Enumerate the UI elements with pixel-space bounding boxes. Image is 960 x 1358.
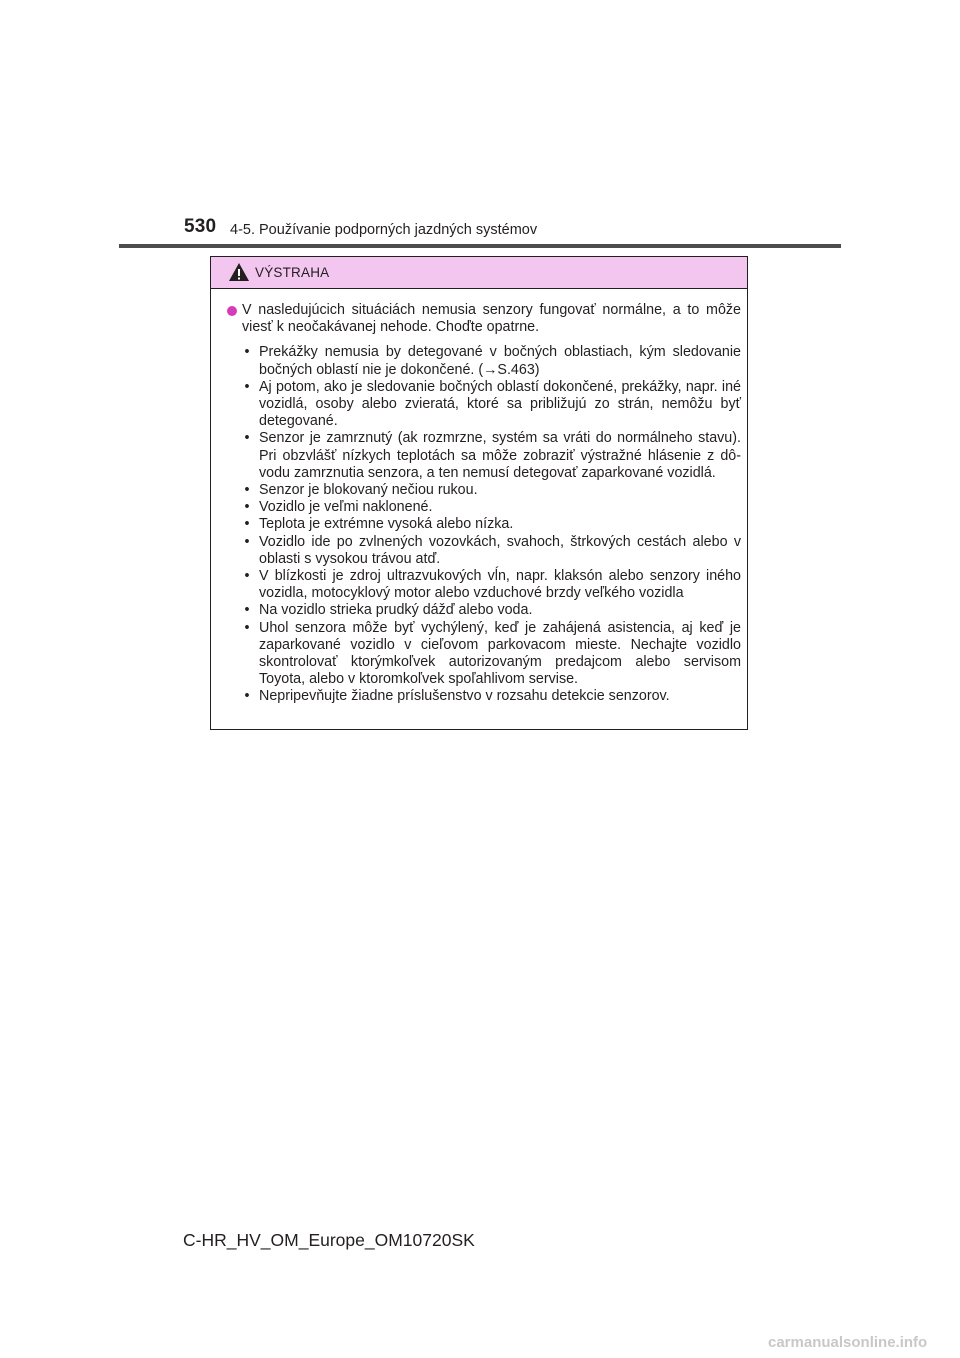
document-code: C-HR_HV_OM_Europe_OM10720SK [183, 1230, 475, 1250]
warning-lead [227, 302, 741, 336]
warning-title: VÝSTRAHA [255, 265, 330, 280]
list-bullet-icon: • [244, 430, 250, 447]
warning-list-item [227, 602, 741, 619]
list-bullet-icon: • [244, 516, 250, 533]
list-bullet-icon: • [244, 344, 250, 361]
warning-list-item-text: V blízkosti je zdroj ultrazvukových vĺn, napr. klaksón alebo senzory iného vozidla, motocyklový motor alebo vzduchové brzdy veľkého vozidla [259, 568, 741, 602]
warning-list-item [227, 534, 741, 568]
warning-list-item-text: Senzor je zamrznutý (ak rozmrzne, systém sa vráti do normálneho stavu). Pri obzvlášť nízkych teplotách sa môže zobraziť výstražné hlásenie z dô-vodu zamrznutia senzora, a ten nemusí detegovať zaparkované vozidlá. [259, 430, 741, 481]
lead-bullet-icon [227, 306, 237, 316]
warning-list-item-text: Na vozidlo strieka prudký dážď alebo voda. [259, 602, 533, 619]
warning-list-item [227, 568, 741, 602]
section-title: 4-5. Používanie podporných jazdných systémov [230, 222, 538, 238]
warning-list-item [227, 344, 741, 378]
header-rule [119, 244, 841, 248]
warning-items [227, 344, 741, 705]
warning-body [211, 289, 747, 706]
watermark: carmanualsonline.info [768, 1334, 928, 1351]
warning-lead-text: V nasledujúcich situáciách nemusia senzory fungovať normálne, a to môže viesť k neočakávanej nehode. Choďte opatrne. [242, 302, 741, 336]
list-bullet-icon: • [244, 378, 250, 395]
list-bullet-icon: • [244, 619, 250, 636]
warning-list-item [227, 379, 741, 431]
list-bullet-icon: • [244, 499, 250, 516]
warning-list-item-text: Uhol senzora môže byť vychýlený, keď je zahájená asistencia, aj keď je zaparkované vozidlo v cieľovom parkovacom mieste. Nechajte vozidlo skontrolovať ktorýmkoľvek autorizovaným predajcom alebo servisom Toyota, alebo v ktoromkoľvek spoľahlivom servise. [259, 619, 741, 688]
warning-list-item [227, 482, 741, 499]
warning-box [210, 256, 748, 730]
warning-list-item [227, 516, 741, 533]
warning-list-item [227, 499, 741, 516]
warning-list-item-text: Prekážky nemusia by detegované v bočných oblastiach, kým sledovanie bočných oblastí nie je dokončené. (→S.463) [259, 344, 741, 378]
warning-list-item-text: Nepripevňujte žiadne príslušenstvo v rozsahu detekcie senzorov. [259, 688, 670, 705]
warning-list-item-text: Senzor je blokovaný nečiou rukou. [259, 482, 478, 499]
list-bullet-icon: • [244, 482, 250, 499]
list-bullet-icon: • [244, 533, 250, 550]
warning-triangle-icon [228, 262, 250, 282]
warning-list-item-text: Aj potom, ako je sledovanie bočných oblastí dokončené, prekážky, napr. iné vozidlá, osoby alebo zvieratá, ktoré sa približujú zo strán, nemôžu byť detegované. [259, 378, 741, 430]
warning-list-item [227, 688, 741, 705]
list-bullet-icon: • [244, 688, 250, 705]
warning-list-item-text: Vozidlo ide po zvlnených vozovkách, svahoch, štrkových cestách alebo v oblasti s vysokou trávou atď. [259, 533, 741, 567]
list-bullet-icon: • [244, 602, 250, 619]
warning-list-item [227, 430, 741, 482]
page-number: 530 [184, 216, 217, 237]
warning-list-item [227, 620, 741, 689]
warning-list-item-text: Vozidlo je veľmi naklonené. [259, 499, 433, 516]
warning-list-item-text: Teplota je extrémne vysoká alebo nízka. [259, 516, 514, 533]
warning-header [211, 257, 747, 289]
list-bullet-icon: • [244, 568, 250, 585]
